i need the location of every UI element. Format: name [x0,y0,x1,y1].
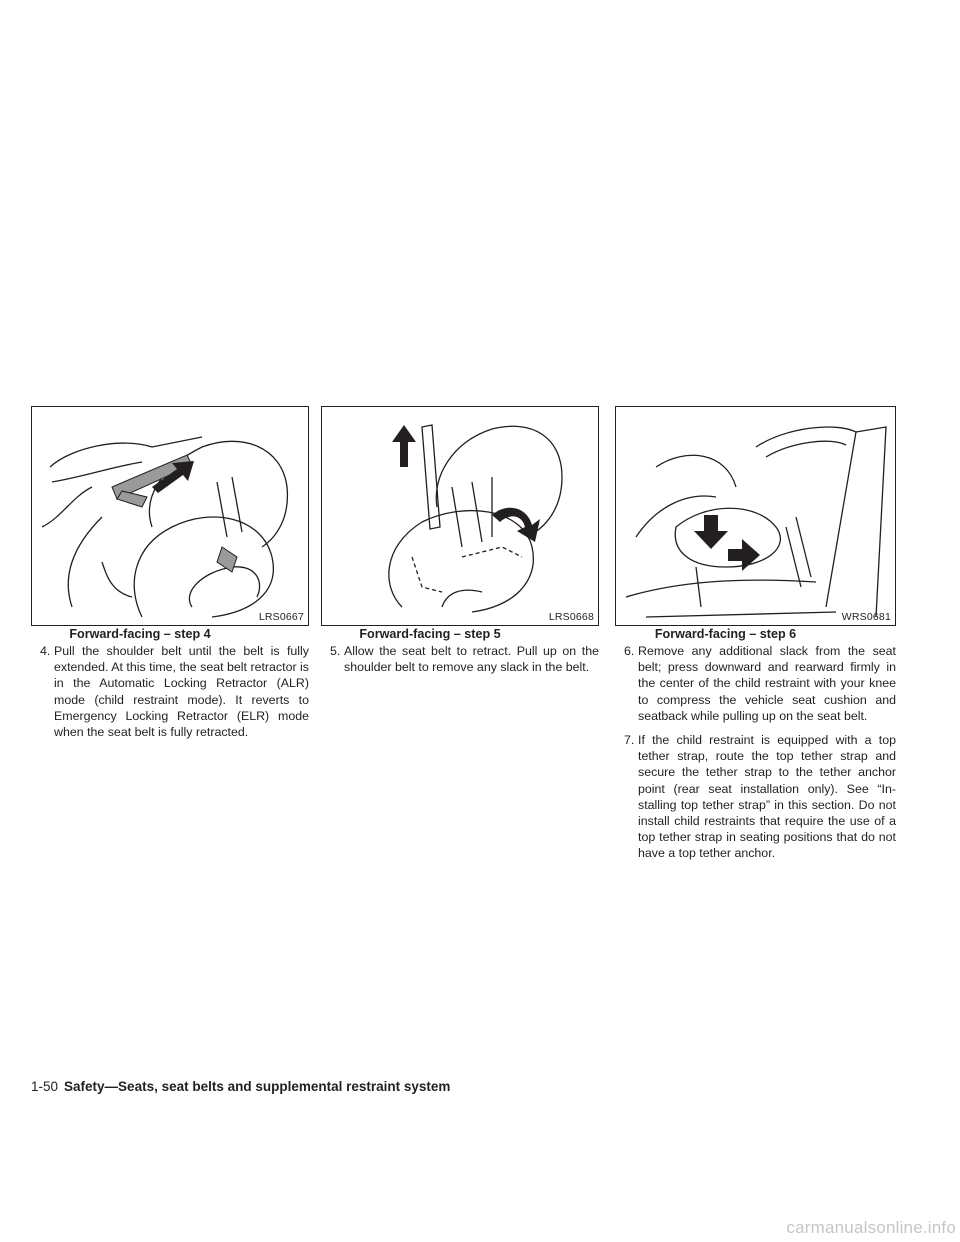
step-6 [615,643,896,724]
step-number: 4. [40,644,51,658]
section-title: Safety—Seats, seat belts and supplemental restraint system [64,1079,451,1094]
figure-code: LRS0668 [548,611,594,623]
page-footer [31,1079,450,1094]
illustration-knee-press [616,407,895,625]
figure-caption: Forward-facing – step 5 [359,627,501,641]
step-text: If the child restraint is equipped with a top tether strap, route the top tether strap and secure the tether strap to the tether anchor point (rear seat installation only). See “In-stalling top tether strap” in this section. Do not install child restraints that require the use of a top tether strap in seating positions that do not have a top tether anchor. [638,733,896,861]
step-text: Pull the shoulder belt until the belt is fully extended. At this time, the seat belt retractor is in the Automatic Locking Retractor (ALR) mode (child restraint mode). It reverts to Emergency Locking Retractor (ELR) mode when the seat belt is fully retracted. [54,644,309,740]
step-number: 5. [330,644,341,658]
column-step-6 [615,406,896,870]
figure-caption: Forward-facing – step 6 [654,627,797,641]
figure-code: WRS0681 [841,611,891,623]
figure-step-5 [321,406,599,626]
figure-code: LRS0667 [258,611,304,623]
step-text: Allow the seat belt to retract. Pull up on the shoulder belt to remove any slack in the belt. [344,644,599,675]
step-4 [31,643,309,740]
figure-step-4 [31,406,309,626]
step-7 [615,732,896,862]
illustration-belt-pull [32,407,308,625]
step-5 [321,643,599,675]
illustration-belt-retract [322,407,598,625]
page-number: 1-50 [31,1079,59,1094]
step-number: 6. [624,644,635,658]
step-text: Remove any additional slack from the seat belt; press downward and rearward firmly in the center of the child restraint with your knee to compress the vehicle seat cushion and seatback while pulling up on the seat belt. [638,644,896,723]
figure-step-6 [615,406,896,626]
watermark: carmanualsonline.info [786,1218,956,1237]
figure-caption: Forward-facing – step 4 [69,627,211,641]
column-step-4 [31,406,309,748]
column-step-5 [321,406,599,683]
step-number: 7. [624,733,635,748]
